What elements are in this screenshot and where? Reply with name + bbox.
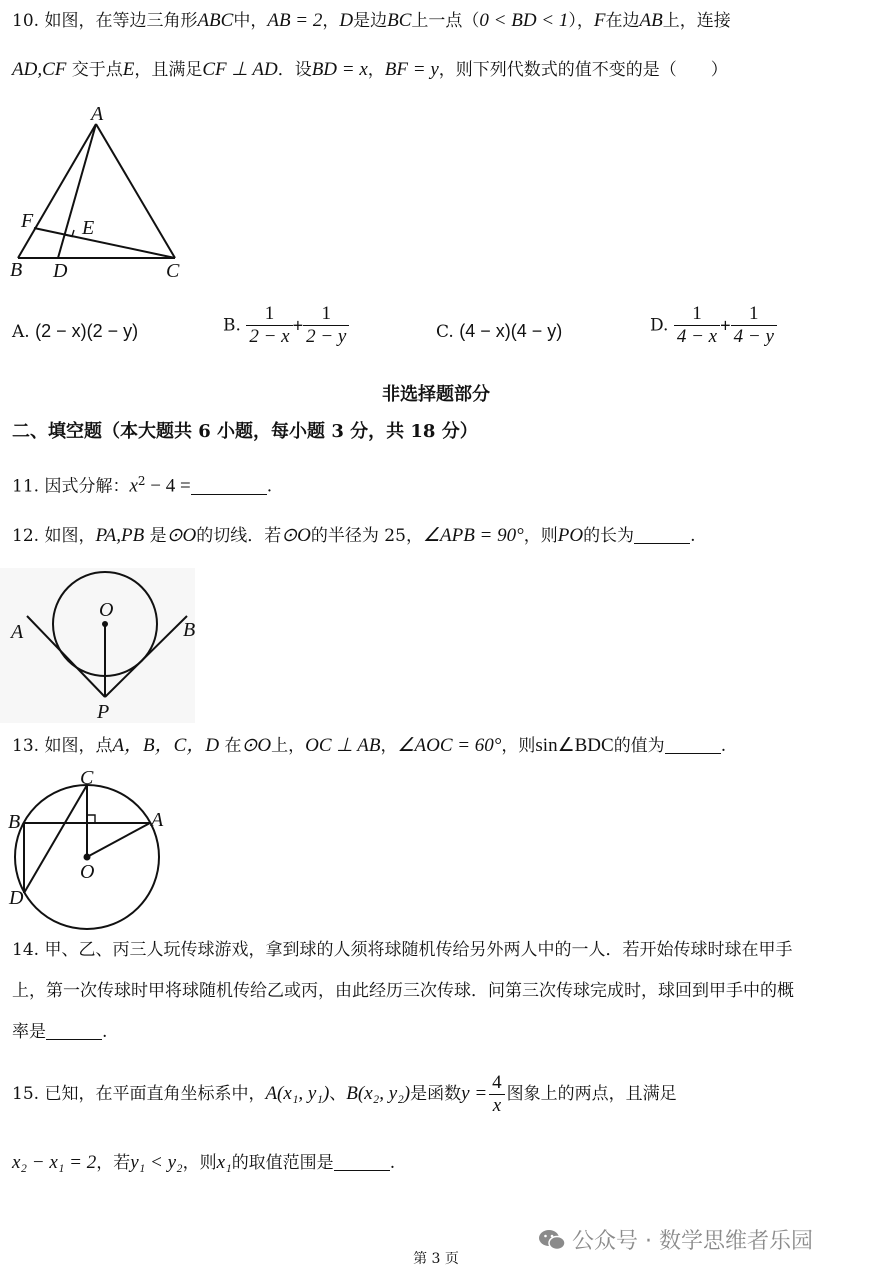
q12-answer-blank[interactable] <box>634 525 690 544</box>
section2-heading: 二、填空题（本大题共 6 小题，每小题 3 分，共 18 分） <box>12 421 478 442</box>
q10-option-b[interactable]: B. $\frac{1}{2 - x}$ + $\frac{1}{2 - y}$ <box>223 303 349 348</box>
q12-line: 12. 如图，PA,PB 是⊙O的切线．若⊙O的半径为 25，∠APB = 90°，则PO的长为 . <box>12 525 696 546</box>
q13-label-A: A <box>151 809 164 831</box>
watermark: 公众号 · 数学思维者乐园 <box>538 1224 813 1255</box>
q10-line1: 10. 如图，在等边三角形ABC中，AB = 2，D是边BC上一点（0 < BD < 1），F在边AB上，连接 <box>12 10 731 31</box>
page-number: 第 3 页 <box>413 1251 459 1267</box>
q12-label-B: B <box>183 619 195 641</box>
q12-tangent-figure <box>0 568 195 723</box>
q13-label-D: D <box>9 887 24 909</box>
q15-answer-blank[interactable] <box>334 1152 390 1171</box>
q10-label-B: B <box>10 259 23 281</box>
q10-option-c[interactable]: C. (4 − x)(4 − y) <box>436 321 563 342</box>
q14-line1: 14. 甲、乙、丙三人玩传球游戏，拿到球的人须将球随机传给另外两人中的一人．若开始传球时球在甲手 <box>12 940 793 960</box>
q10-label-F: F <box>21 210 34 232</box>
q10-label-D: D <box>53 260 68 282</box>
q11-line: 11. 因式分解：$x^2 - 4$ = . <box>12 474 273 497</box>
q10-option-d[interactable]: D. $\frac{1}{4 - x}$ + $\frac{1}{4 - y}$ <box>650 303 777 348</box>
q12-label-P: P <box>97 701 110 723</box>
q12-label-O: O <box>99 599 114 621</box>
q15-line2: x₂ − x₁ = 2，若y₁ < y₂，则x₁的取值范围是 . <box>12 1152 396 1173</box>
section-title: 非选择题部分 <box>382 384 490 405</box>
q10-label-E: E <box>82 217 95 239</box>
q14-line3: 率是 . <box>12 1022 108 1042</box>
q10-label-C: C <box>166 260 180 282</box>
q13-label-O: O <box>80 861 95 883</box>
q12-label-A: A <box>11 621 24 643</box>
q10-option-a[interactable]: A. (2 − x)(2 − y) <box>12 321 139 342</box>
q14-line2: 上，第一次传球时甲将球随机传给乙或丙，由此经历三次传球．问第三次传球完成时，球回到甲手中的概 <box>12 981 794 1001</box>
q10-triangle-figure <box>0 100 210 285</box>
q13-line: 13. 如图，点A，B，C，D 在⊙O上，OC ⊥ AB，∠AOC = 60°，则sin∠BDC的值为 . <box>12 735 727 756</box>
q10-label-A: A <box>91 103 104 125</box>
q13-circle-figure <box>0 765 180 935</box>
q11-answer-blank[interactable] <box>191 476 267 495</box>
q13-answer-blank[interactable] <box>665 735 721 754</box>
q14-answer-blank[interactable] <box>46 1021 102 1040</box>
q13-label-C: C <box>80 767 94 789</box>
q13-label-B: B <box>8 811 21 833</box>
q10-line2: AD,CF 交于点E，且满足CF ⊥ AD．设BD = x，BF = y，则下列代数式的值不变的是（ ） <box>12 59 728 80</box>
q15-line1: 15. 已知，在平面直角坐标系中，A(x₁, y₁)、B(x₂, y₂)是函数y = $\frac{4}{x}$ 图象上的两点，且满足 <box>12 1072 677 1116</box>
